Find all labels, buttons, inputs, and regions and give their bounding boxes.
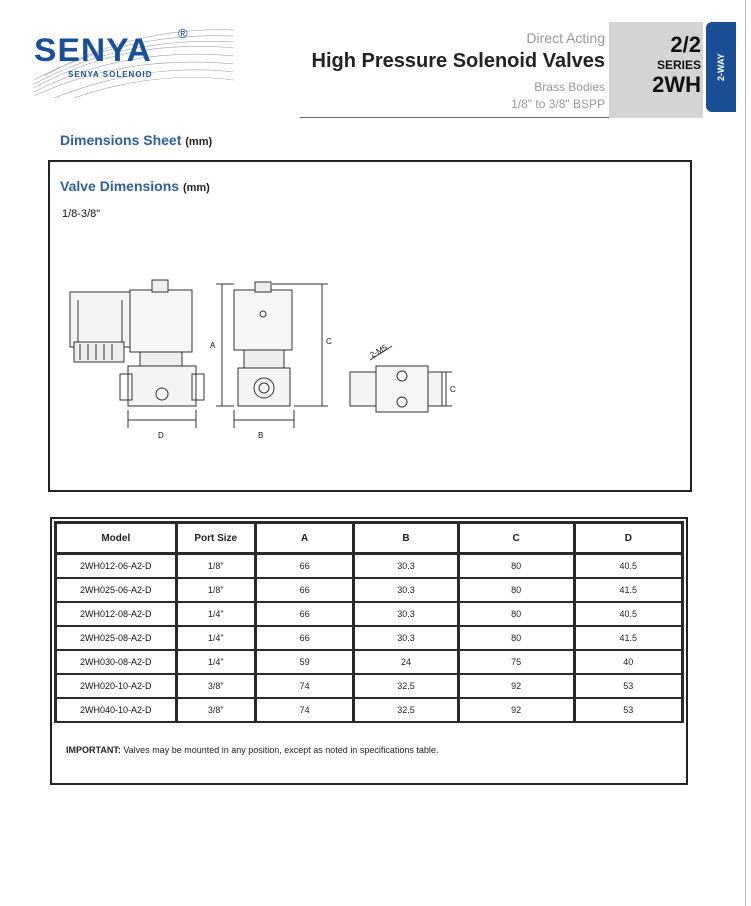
side-tab-label: 2-WAY [716,53,726,81]
section-unit: (mm) [185,136,213,148]
table-row [56,698,683,722]
table-cell-d: 40.5 [574,554,682,579]
important-text: Valves may be mounted in any position, except as noted in specifications table. [123,745,439,755]
dim-label-b: B [258,431,264,440]
table-cell-d: 40.5 [574,602,682,626]
header-brass-bodies: Brass Bodies [534,80,605,94]
registered-mark: ® [178,26,188,41]
table-row [56,674,683,698]
page-edge [745,0,746,906]
table-header-port-size: Port Size [176,523,255,554]
table-cell-a: 66 [255,602,353,626]
table-cell-port-size: 1/4" [176,602,255,626]
table-cell-d: 53 [574,674,682,698]
table-cell-c: 80 [458,626,574,650]
section-title-text: Dimensions Sheet [60,132,182,148]
table-cell-c: 80 [458,602,574,626]
valve-dimensions-unit: (mm) [182,182,210,194]
page-title: High Pressure Solenoid Valves [311,50,605,72]
important-label: IMPORTANT: [66,745,121,755]
brand-tagline: SENYA SOLENOID [68,70,153,79]
table-cell-a: 66 [255,554,353,579]
table-row [56,650,683,674]
table-body [56,554,683,723]
table-cell-model: 2WH025-08-A2-D [56,626,177,650]
important-note [66,745,438,755]
table-header-d: D [574,523,682,554]
header-direct-acting: Direct Acting [526,30,605,46]
table-cell-c: 75 [458,650,574,674]
table-cell-a: 74 [255,698,353,722]
table-cell-b: 30.3 [354,578,458,602]
table-cell-port-size: 1/4" [176,626,255,650]
table-header-a: A [255,523,353,554]
table-cell-model: 2WH025-06-A2-D [56,578,177,602]
series-label: SERIES [656,58,701,72]
valve-dimension-drawing [60,270,480,450]
table-cell-model: 2WH020-10-A2-D [56,674,177,698]
dim-label-d: D [158,431,164,440]
table-cell-c: 92 [458,674,574,698]
table-cell-b: 30.3 [354,602,458,626]
table-cell-model: 2WH030-08-A2-D [56,650,177,674]
table-cell-c: 80 [458,578,574,602]
table-cell-b: 32.5 [354,674,458,698]
dim-label-thread: 2-M5 [368,342,389,360]
table-cell-a: 59 [255,650,353,674]
table-header-row [56,523,683,554]
table-cell-b: 24 [354,650,458,674]
table-cell-model: 2WH040-10-A2-D [56,698,177,722]
dim-label-a: A [210,341,216,350]
valve-dimensions-title [60,178,210,194]
table-cell-b: 30.3 [354,626,458,650]
table-header-b: B [354,523,458,554]
table-row [56,602,683,626]
table-cell-port-size: 1/8" [176,554,255,579]
table-cell-model: 2WH012-06-A2-D [56,554,177,579]
table-cell-c: 80 [458,554,574,579]
table-cell-a: 66 [255,626,353,650]
table-cell-b: 32.5 [354,698,458,722]
brand-name: SENYA [34,32,152,68]
table-cell-model: 2WH012-08-A2-D [56,602,177,626]
table-cell-b: 30.3 [354,554,458,579]
table-cell-d: 53 [574,698,682,722]
dim-label-c: C [326,337,332,346]
dim-label-c-bottom: C [450,385,456,394]
series-code: 2WH [652,72,701,97]
table-cell-a: 74 [255,674,353,698]
table-cell-port-size: 3/8" [176,674,255,698]
table-cell-port-size: 3/8" [176,698,255,722]
table-cell-port-size: 1/4" [176,650,255,674]
table-cell-a: 66 [255,578,353,602]
dimensions-table [54,521,684,723]
size-range-label: 1/8-3/8" [62,208,101,220]
table-row [56,626,683,650]
valve-dimensions-title-text: Valve Dimensions [60,178,180,194]
series-ratio: 2/2 [670,32,701,57]
table-row [56,578,683,602]
table-row [56,554,683,579]
table-header-c: C [458,523,574,554]
table-cell-c: 92 [458,698,574,722]
table-header-model: Model [56,523,177,554]
table-cell-port-size: 1/8" [176,578,255,602]
section-title [60,132,212,148]
table-cell-d: 40 [574,650,682,674]
table-cell-d: 41.5 [574,626,682,650]
table-cell-d: 41.5 [574,578,682,602]
header-port-range: 1/8" to 3/8" BSPP [511,97,605,111]
